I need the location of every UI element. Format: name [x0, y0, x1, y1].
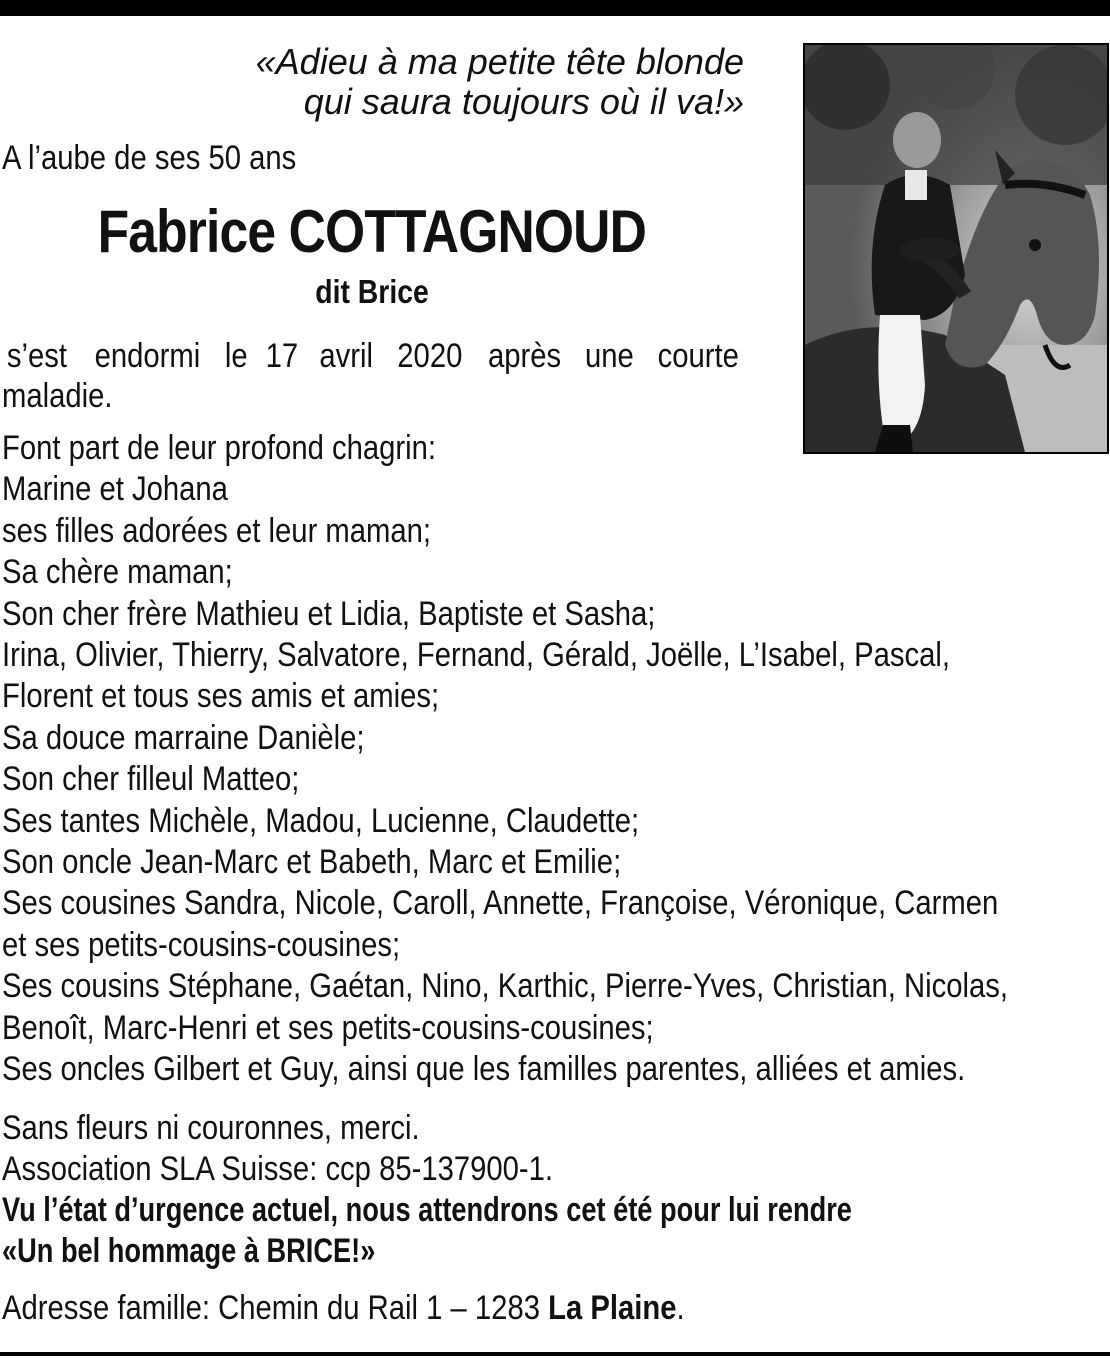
death-line-word: 17 — [266, 337, 299, 375]
no-flowers-note: Sans fleurs ni couronnes, merci. — [2, 1109, 420, 1147]
mourners-list — [2, 428, 1110, 1091]
mourner-line: Ses oncles Gilbert et Guy, ainsi que les familles parentes, alliées et amies. — [2, 1050, 966, 1089]
mourner-line: Son cher frère Mathieu et Lidia, Baptiste et Sasha; — [2, 594, 656, 633]
address-suffix: . — [676, 1289, 685, 1327]
association-note: Association SLA Suisse: ccp 85-137900-1. — [2, 1150, 554, 1188]
age-line: A l’aube de ses 50 ans — [2, 139, 297, 177]
address-place: La Plaine — [548, 1289, 677, 1327]
death-line-1 — [2, 336, 746, 376]
death-line-word: 2020 — [397, 337, 463, 375]
death-line-word: s’est — [6, 337, 68, 375]
mourner-line: Florent et tous ses amis et amies; — [2, 677, 440, 716]
mourner-line: Son cher filleul Matteo; — [2, 760, 300, 799]
mourners-intro: Font part de leur profond chagrin: — [2, 429, 436, 467]
death-line-word: avril — [319, 337, 374, 375]
bottom-rule — [0, 1352, 1110, 1356]
quote-line-2: qui saura toujours où il va!» — [303, 81, 744, 122]
top-rule — [0, 0, 1110, 16]
death-line-2: maladie. — [2, 377, 113, 415]
mourner-line: Irina, Olivier, Thierry, Salvatore, Fernand, Gérald, Joëlle, L’Isabel, Pascal, — [2, 636, 951, 675]
epitaph-quote — [250, 42, 744, 122]
address-prefix: Adresse famille: Chemin du Rail 1 – 1283 — [2, 1289, 549, 1327]
mourner-line: Son oncle Jean-Marc et Babeth, Marc et Emilie; — [2, 843, 622, 882]
deceased-nickname-text: dit Brice — [315, 273, 429, 310]
mourner-line: ses filles adorées et leur maman; — [2, 511, 432, 550]
death-line-word: une — [584, 337, 634, 375]
mourner-line: Ses cousins Stéphane, Gaétan, Nino, Karthic, Pierre-Yves, Christian, Nicolas, — [2, 967, 1009, 1006]
death-statement — [2, 336, 746, 416]
mourner-line: Sa chère maman; — [2, 553, 233, 592]
deceased-name-text: Fabrice COTTAGNOUD — [97, 198, 647, 265]
mourner-line: Ses cousines Sandra, Nicole, Caroll, Annette, Françoise, Véronique, Carmen — [2, 884, 999, 923]
quote-line-1: «Adieu à ma petite tête blonde — [255, 41, 744, 82]
tribute-note-line-1: Vu l’état d’urgence actuel, nous attendrons cet été pour lui rendre — [2, 1191, 852, 1229]
death-line-word: courte — [658, 337, 740, 375]
death-line-word: endormi — [94, 337, 201, 375]
mourner-line: Sa douce marraine Danièle; — [2, 718, 365, 757]
mourner-line: et ses petits-cousins-cousines; — [2, 925, 401, 964]
mourner-line: Marine et Johana — [2, 470, 228, 509]
tribute-note-line-2: «Un bel hommage à BRICE!» — [2, 1232, 376, 1270]
family-address — [2, 1287, 685, 1329]
death-line-word: le — [224, 337, 248, 375]
mourner-line: Ses tantes Michèle, Madou, Lucienne, Claudette; — [2, 801, 640, 840]
death-line-word: après — [487, 337, 561, 375]
deceased-nickname — [0, 272, 744, 312]
portrait-photo — [803, 43, 1109, 454]
deceased-name — [0, 196, 744, 268]
mourner-line: Benoît, Marc-Henri et ses petits-cousins-cousines; — [2, 1008, 654, 1047]
rider-on-horse-photo — [805, 45, 1107, 452]
closing-notes — [2, 1108, 1110, 1272]
